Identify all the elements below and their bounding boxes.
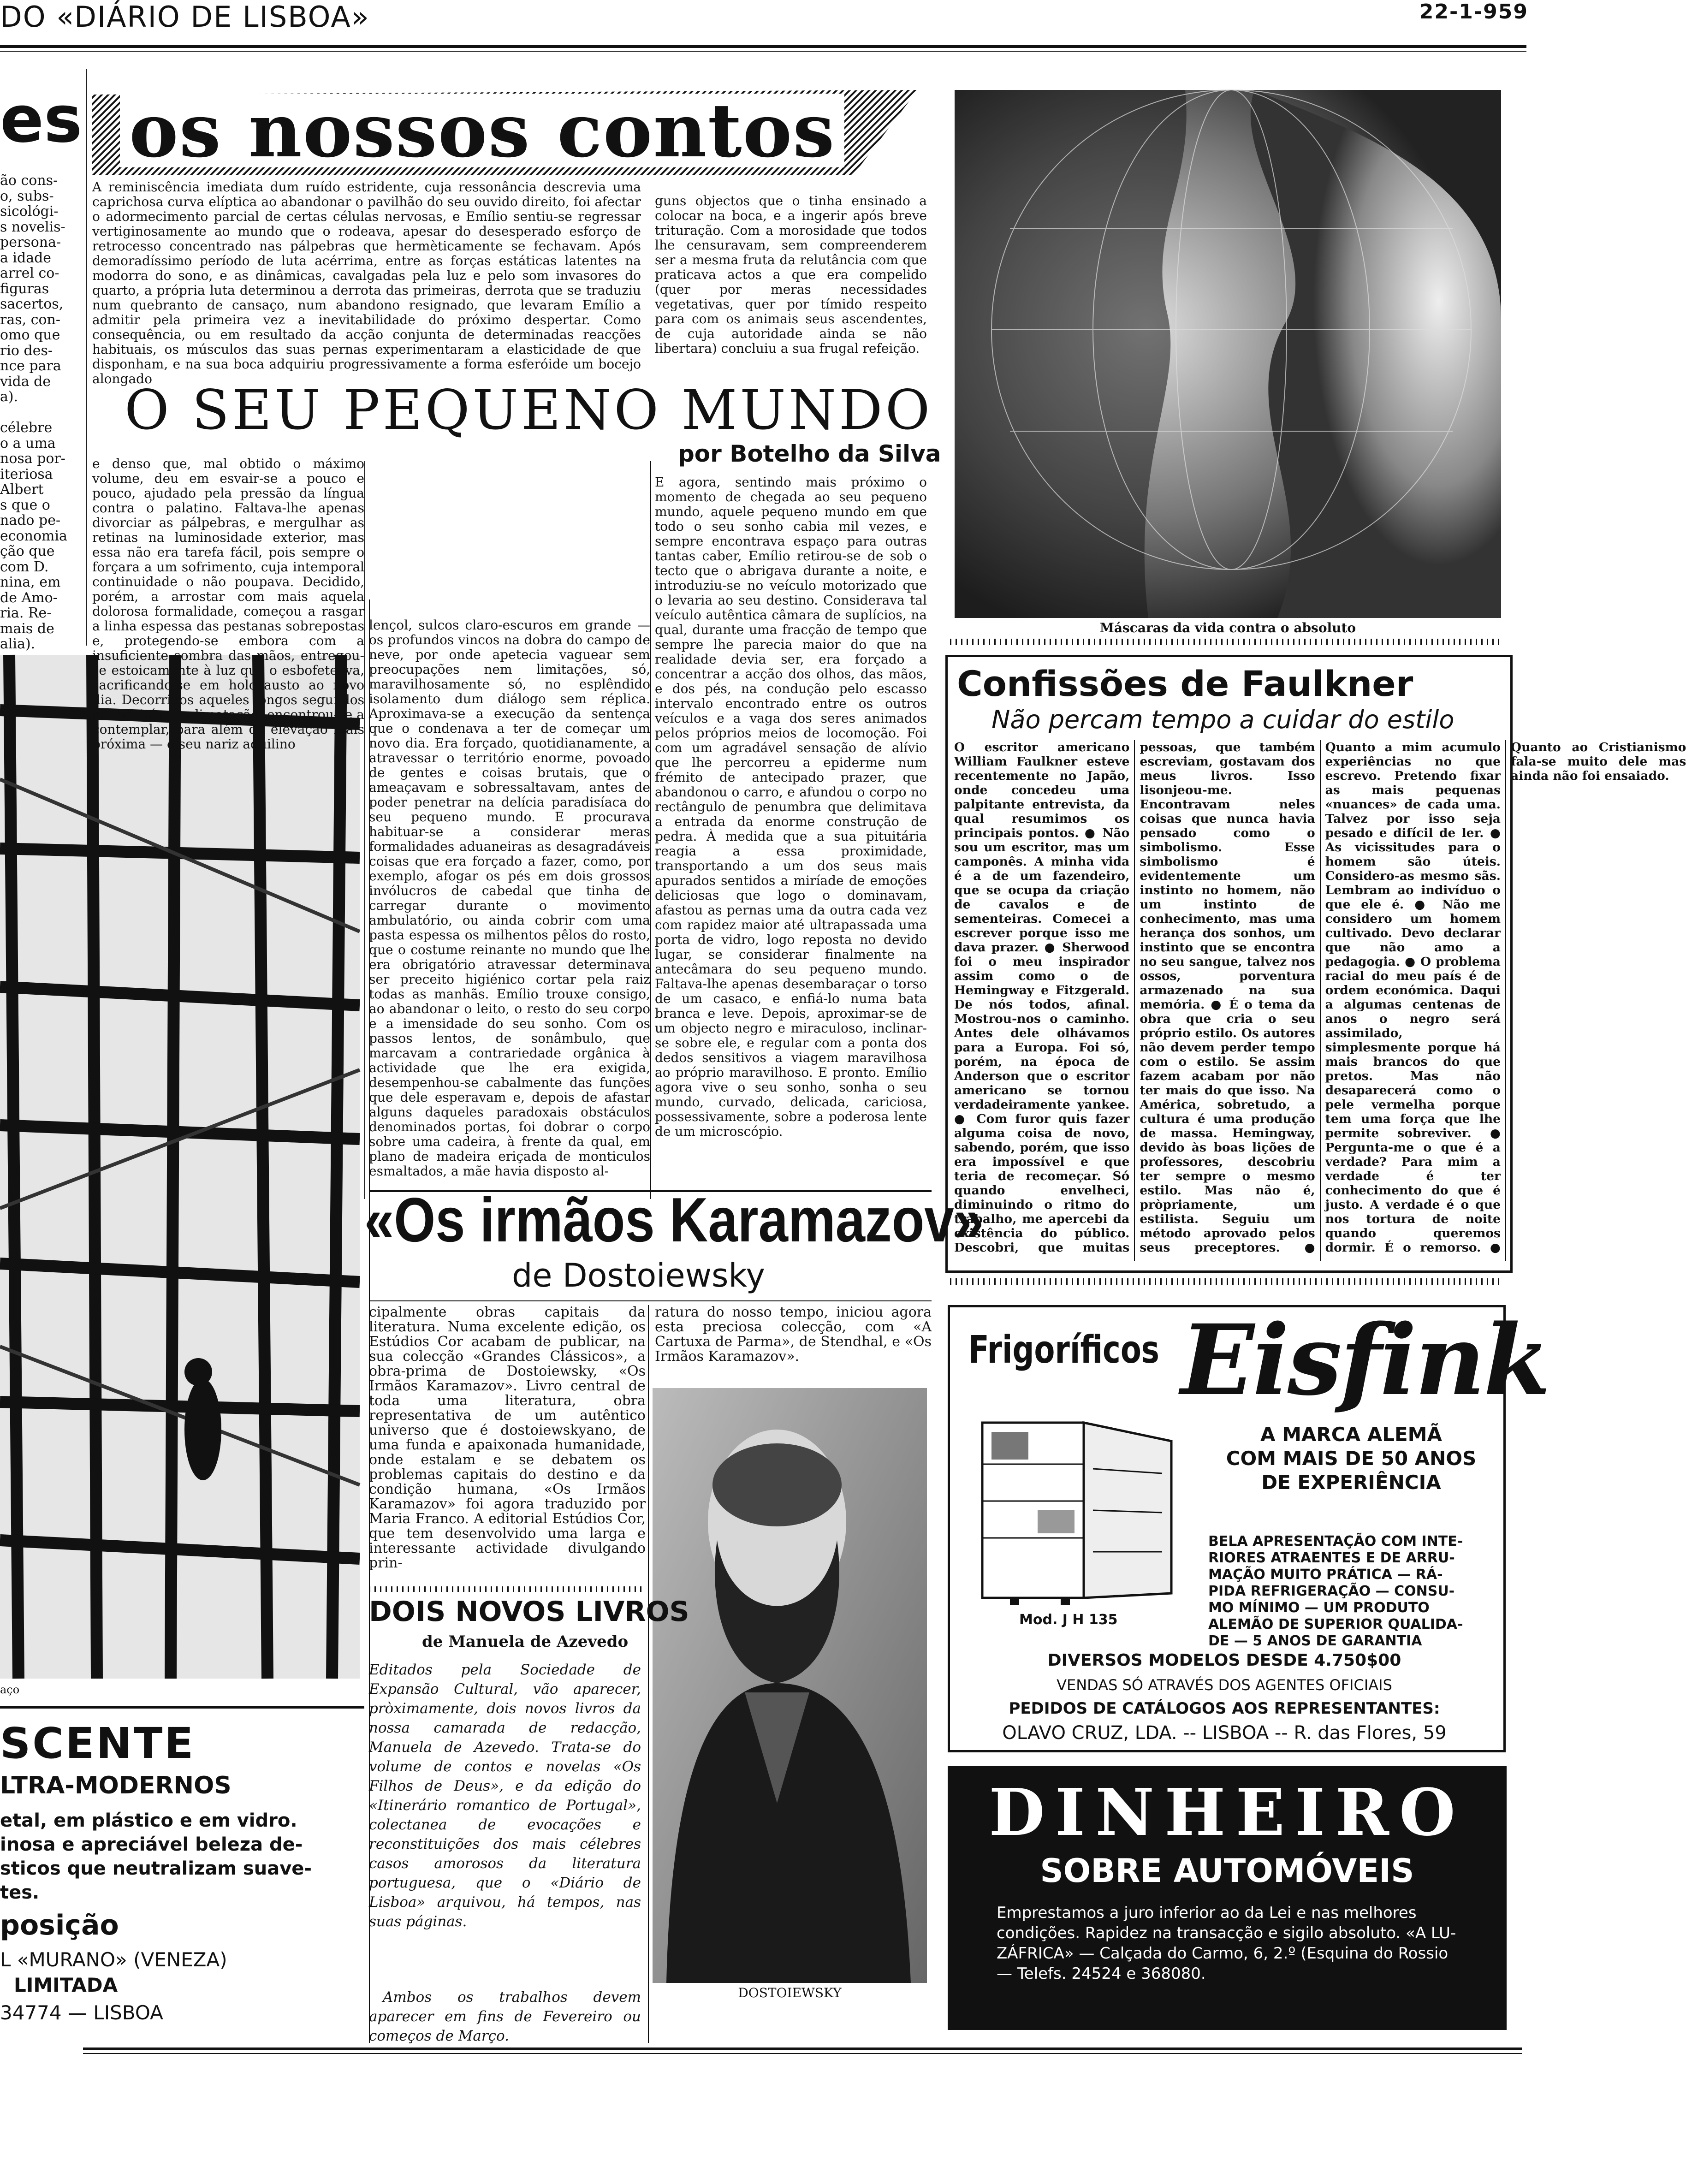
dostoievsky-photo <box>653 1388 927 1983</box>
karamazov-col1: cipalmente obras capitais da literatura. Numa excelente edição, os Estúdios Cor acabam de publicar, na sua colecção «Grandes Clássicos», a obra-prima de Dostoiewsky, «Os Irmãos Karamazov». Livro central de toda uma literatura, obra representativa de um autêntico universo que é dostoiewskyano, de uma funda e apaixonada humanidade, onde estalam e se debatem os problemas capitais do destino e da condição humana, «Os Irmãos Karamazov» foi agora traduzido por Maria Franco. A editorial Estúdios Cor, que tem desenvolvido uma larga e interessante actividade divulgando prin- <box>369 1304 646 1571</box>
eisfink-feature-line: ALEMÃO DE SUPERIOR QUALIDA- <box>1208 1616 1463 1632</box>
contos-col-b: lençol, sulcos claro-escuros em grande — os profundos vincos na dobra do campo de neve, por onde apetecia vaguear sem preocupações nem limitações, só, maravilhosamente só, no esplêndido isolamento dum diálogo sem réplica. Aproximava-se a execução da sentença que o condenava a ter de começar um novo dia. Era forçado, quotidianamente, a atravessar o território enorme, povoado de gentes e coisas brutais, que o ameaçavam e sobressaltavam, antes de poder penetrar na delícia paradisíaca do seu pequeno mundo. E procurava habituar-se a considerar meras formalidades aduaneiras as desagradáveis coisas que era forçado a fazer, como, por exemplo, afogar os pés em dois grossos invólucros de cabedal que tinha de carregar durante o movimento ambulatório, ou ainda cobrir com uma pasta espessa os milhentos pêlos do rosto, que o costume reinante no mundo que lhe era obrigatório atravessar determinava ser preceito higiénico cortar pela raiz todas as manhãs. Emílio trouxe consigo, ao abandonar o leito, o resto do seu corpo e a imensidade do seu sonho. Com os passos lentos, de sonâmbulo, que marcavam a contrariedade orgânica à actividade que lhe era exigida, desempenhou-se cabalmente das funções que dele esperavam e, depois de afastar alguns daqueles paradoxais obstáculos denominados portas, foi dobrar o corpo sobre uma cadeira, à frente da qual, em plano de madeira eriçada de monticulos esmaltados, a mãe havia disposto al- <box>369 617 650 1179</box>
dinheiro-subtitle: SOBRE AUTOMÓVEIS <box>1040 1852 1414 1890</box>
left-fragment-line: figuras <box>0 280 49 297</box>
contos-intro: A reminiscência imediata dum ruído estridente, cuja ressonância descrevia uma caprichosa curva elíptica ao abandonar o pavilhão do seu ouvido direito, foi afectar o adormecimento parcial de certas células nervosas, e Emílio sentiu-se regressar vertiginosamente ao mundo que o rodeava, apesar do desesperado esforço de retrocesso concentrado nas pálpebras que hermèticamente se fechavam. Após demoradíssimo período de luta acérrima, entre as forças estáticas latentes na modorra do sono, e as dinâmicas, cavalgadas pela luz e pelo som invasores do quarto, a própria luta determinou a derrota das primeiras, derrota que se traduziu num quebranto de cansaço, num abandono resignado, que levaram Emílio a admitir pela primeira vez a inevitabilidade do próximo despertar. Como consequência, ou em resultado da acção conjunta de determinadas reacções habituais, os músculos das suas pernas experimentaram a elasticidade de que disponham, e na sua boca adquiriu progressivamente a forma esferóide um bocejo alongado <box>92 179 641 386</box>
dinheiro-line: — Telefs. 24524 e 368080. <box>997 1964 1206 1983</box>
left-fragment-line: ção que <box>0 543 55 559</box>
left-fragment-line: s que o <box>0 497 50 513</box>
left-ad-murano: L «MURANO» (VENEZA) <box>0 1948 227 1971</box>
left-ad-subtitle: LTRA-MODERNOS <box>0 1772 232 1799</box>
left-fragment-line: de Amo- <box>0 589 58 606</box>
left-fragment-line: vida de <box>0 373 51 390</box>
left-fragment-line: economia <box>0 528 67 544</box>
dinheiro-line: ZÁFRICA» — Calçada do Carmo, 6, 2.º (Esquina do Rossio <box>997 1944 1449 1963</box>
masks-illustration <box>955 90 1501 618</box>
eisfink-headline-line: A MARCA ALEMÃ <box>1260 1423 1442 1446</box>
scaffold-photo <box>0 655 360 1679</box>
contos-banner-title: os nossos contos <box>120 94 844 167</box>
eisfink-features <box>1208 1533 1499 1650</box>
left-ad-top-rule <box>0 1706 364 1709</box>
fridge-illustration <box>978 1413 1199 1607</box>
contos-col-a: e denso que, mal obtido o máximo volume, deu em esvair-se a pouco e pouco, ajudado pela pressão da língua contra o palatino. Faltava-lhe apenas divorciar as pálpebras, e mergulhar as retinas na luminosidade exterior, mas essa não era tarefa fácil, pois sempre o forçara a um sofrimento, cuja intemporal continuidade o não poupava. Decidido, porém, a arrostar com mais aquela dolorosa formalidade, começou a rasgar a linha espessa das pestanas sobrepostas e, protegendo-se embora com a insuficiente sombra das mãos, entregou-se estoicamente à luz que o esbofeteava, sacrificando-se em holocausto ao novo dia. Decorridos aqueles longos segundos de inevitável aclimatação, encontrou-se a contemplar, para além da elevação mais próxima — o seu nariz aquilino <box>92 456 364 752</box>
eisfink-model: Mod. J H 135 <box>1019 1612 1118 1628</box>
footer-rule-thin <box>83 2053 1522 2054</box>
left-ad-body <box>0 1809 360 1905</box>
faulkner-title: Confissões de Faulkner <box>957 663 1413 704</box>
left-fragment-line: mais de <box>0 620 54 637</box>
eisfink-feature-line: MO MÍNIMO — UM PRODUTO <box>1208 1600 1430 1616</box>
contos-title: O SEU PEQUENO MUNDO <box>125 378 933 442</box>
contos-byline: por Botelho da Silva <box>678 440 941 467</box>
contos-banner <box>92 87 918 175</box>
eisfink-sales: VENDAS SÓ ATRAVÉS DOS AGENTES OFICIAIS <box>1057 1676 1392 1694</box>
left-ad-limitada: LIMITADA <box>14 1974 118 1996</box>
karamazov-col2: ratura do nosso tempo, iniciou agora esta preciosa colecção, com «A Cartuxa de Parma», de Stendhal, e «Os Irmãos Karamazov». <box>655 1304 932 1365</box>
masks-hatch-rule <box>950 639 1503 645</box>
masthead-rule-thin <box>0 51 1526 52</box>
footer-rule <box>83 2048 1522 2050</box>
left-fragment-line: alia). <box>0 636 36 652</box>
left-headline-fragment: es <box>0 82 83 157</box>
eisfink-feature-line: BELA APRESENTAÇÃO COM INTE- <box>1208 1533 1463 1549</box>
left-ad-title: SCENTE <box>0 1719 196 1768</box>
left-fragment-line: ão cons- <box>0 172 58 189</box>
faulkner-text: O escritor americano William Faulkner esteve recentemente no Japão, onde concedeu uma palpitante entrevista, da qual resumimos os principais pontos. ● Não sou um escritor, mas um camponês. A minha vida é a de um fazendeiro, que se ocupa da criação de cavalos e de sementeiras. Comecei a escrever porque isso me dava prazer. ● Sherwood foi o meu inspirador assim como o de Hemingway e Fitzgerald. De nós todos, afinal. Mostrou-nos o caminho. Antes dele olhávamos para a Europa. Foi só, porém, na época de Anderson que o escritor americano se tornou verdadeiramente yankee. ● Com furor quis fazer alguma coisa de novo, sabendo, porém, que isso era impossível e que teria de recomeçar. Só quando envelheci, diminuindo o ritmo do trabalho, me apercebi da existência do público. Descobri, que muitas pessoas, que também escreviam, gostavam dos meus livros. Isso lisonjeou-me. Encontravam neles coisas que nunca havia pensado como o simbolismo. Esse simbolismo é evidentemente um instinto no homem, não um instinto de conhecimento, mas uma herança dos sonhos, um instinto que se encontra no seu sangue, talvez nos ossos, porventura armazenado na sua memória. ● É o tema da obra que cria o seu próprio estilo. Os autores não devem perder tempo com o estilo. Se assim fazem acabam por não ter mais do que isso. Na América, sobretudo, a cultura é uma produção de massa. Hemingway, devido às boas lições de professores, descobriu ter sempre o mesmo estilo. Mas não é, pròpriamente, um estilista. Seguiu um método aprovado pelos seus preceptores. ● Quanto a mim acumulo experiências no que escrevo. Pretendo fixar as mais pequenas «nuances» de cada uma. Talvez por isso seja pesado e difícil de ler. ● As vicissitudes para o homem são úteis. Considero-as mesmo sãs. Lembram ao indivíduo o que ele é. ● Não me considero um homem cultivado. Devo declarar que não amo a pedagogia. ● O problema racial do meu país é de ordem económica. Daqui a algumas centenas de anos o negro será assimilado, simplesmente porque há mais brancos do que pretos. Mas não desaparecerá como o pele vermelha porque tem uma força que lhe permite sobreviver. ● Pergunta-me o que é a verdade? Para mim a verdade é ter conhecimento do que é justo. A verdade é o que nos tortura de noite quando queremos dormir. É o remorso. ● Quanto ao Cristianismo fala-se muito dele mas ainda não foi ensaiado. <box>954 740 1686 1255</box>
masthead-rule <box>0 45 1526 48</box>
left-fragment-line: célebre <box>0 420 53 436</box>
eisfink-frigorificos: Frigoríficos <box>968 1328 1159 1372</box>
contos-col-c: E agora, sentindo mais próximo o momento de chegada ao seu pequeno mundo, aquele pequeno mundo em que todo o seu sonho cabia mil vezes, e sempre encontrava espaço para outras tantas caber, Emílio retirou-se de sob o tecto que o abrigava durante a noite, e introduziu-se no veículo motorizado que o levaria ao seu destino. Considerava tal veículo autêntica câmara de suplícios, na qual, durante uma fracção de tempo que sempre lhe parecia maior do que na realidade devia ser, era forçado a concentrar a acção dos olhos, das mãos, e dos pés, na condução pelo escasso intervalo encontrado entre os outros veículos e a vaga dos seres animados pelos próprios meios de locomoção. Foi com um agradável sensação de alívio que lhe percorreu a epiderme num frémito de antecipado prazer, que abandonou o carro, e afundou o corpo no rectângulo de penumbra que delimitava a entrada da enorme construção de pedra. À medida que a sua pituitária reagia a essa proximidade, transportando a um dos seus mais apurados sentidos a miríade de emoções deliciosas que logo o dominavam, afastou as pernas uma da outra cada vez com rapidez maior até ultrapassada uma porta de vidro, logo reposta no devido lugar, se considerar finalmente na antecâmara do seu pequeno mundo. Faltava-lhe apenas desembaraçar o torso de um casaco, e enfiá-lo numa bata branca e leve. Depois, aproximar-se de um objecto negro e miraculoso, inclinar-se sobre ele, e regular com a ponta dos dedos sensitivos a viagem maravilhosa ao próprio maravilhoso. E pronto. Emílio agora vive o seu sonho, sonha o seu mundo, curvado, delicada, cariciosa, possessivamente, sobre a poderosa lente de um microscópio. <box>655 475 927 1139</box>
eisfink-headline-line: COM MAIS DE 50 ANOS <box>1226 1447 1477 1470</box>
left-fragment-line: omo que <box>0 327 60 343</box>
contos-intro-right: guns objectos que o tinha ensinado a colocar na boca, e a ingerir após breve trituração. Com a morosidade que todos lhe censuravam, sem compreenderem ser a mesma fruta da relutância com que praticava actos a que era compelido (quer por meras necessidades vegetativas, quer por tímido respeito para com os animais seus ascendentes, de cuja autoridade ainda se não libertara) concluiu a sua frugal refeição. <box>655 193 927 356</box>
left-fragment-line: sicológi- <box>0 203 59 220</box>
faulkner-hatch-rule <box>950 1278 1503 1285</box>
left-fragment-line: arrel co- <box>0 265 59 281</box>
masks-photo <box>955 90 1501 618</box>
left-fragment-line: nce para <box>0 358 61 374</box>
dinheiro-body <box>997 1903 1495 1984</box>
contos-col-rule-1 <box>364 461 365 1199</box>
left-fragment-line: a idade <box>0 249 52 266</box>
faulkner-subtitle: Não percam tempo a cuidar do estilo <box>991 705 1454 734</box>
eisfink-ad <box>948 1303 1549 1752</box>
eisfink-models-price: DIVERSOS MODELOS DESDE 4.750$00 <box>1047 1651 1401 1670</box>
left-ad-line: sticos que neutralizam suave- <box>0 1858 312 1879</box>
karamazov-col-rule <box>648 1305 649 2043</box>
karamazov-byline: de Dostoiewsky <box>512 1257 765 1294</box>
dinheiro-ad <box>948 1766 1507 2030</box>
left-fragment-line: ria. Re- <box>0 605 52 621</box>
masks-caption: Máscaras da vida contra o absoluto <box>1099 620 1356 635</box>
eisfink-feature-line: DE — 5 ANOS DE GARANTIA <box>1208 1633 1422 1649</box>
left-fragment-line: Albert <box>0 481 44 498</box>
left-fragment-line: nina, em <box>0 574 61 590</box>
dinheiro-line: Emprestamos a juro inferior ao da Lei e nas melhores <box>997 1904 1417 1922</box>
dostoievsky-caption: DOSTOIEWSKY <box>738 1985 842 2000</box>
left-fragment-line: rio des- <box>0 342 53 359</box>
livros-byline: de Manuela de Azevedo <box>422 1632 629 1651</box>
left-ad-line: inosa e apreciável beleza de- <box>0 1834 303 1855</box>
livros-title: DOIS NOVOS LIVROS <box>369 1596 689 1628</box>
left-fragment-line: o a uma <box>0 435 56 451</box>
scaffold-illustration <box>0 655 360 1679</box>
left-ad-phone: 34774 — LISBOA <box>0 2001 163 2024</box>
faulkner-box <box>945 655 1686 1273</box>
left-fragment-line: o, subs- <box>0 188 54 204</box>
left-fragment-line: a). <box>0 389 18 405</box>
left-text-fragment <box>0 173 83 652</box>
eisfink-representative: OLAVO CRUZ, LDA. -- LISBOA -- R. das Flores, 59 <box>1002 1722 1447 1744</box>
masthead-date: 22-1-959 <box>1419 0 1528 24</box>
left-ad-section: posição <box>0 1909 119 1941</box>
left-fragment-line: com D. <box>0 558 49 575</box>
scaffold-photo-caption: aço <box>0 1683 20 1696</box>
karamazov-rule <box>369 1300 932 1301</box>
left-fragment-line: nosa por- <box>0 451 65 467</box>
eisfink-catalog: PEDIDOS DE CATÁLOGOS AOS REPRESENTANTES: <box>1009 1699 1440 1718</box>
left-fragment-line: iteriosa <box>0 466 53 482</box>
eisfink-feature-line: RIORES ATRAENTES E DE ARRU- <box>1208 1550 1455 1566</box>
eisfink-brand-logo: Eisfink <box>1181 1303 1549 1417</box>
fridge-icon <box>978 1413 1199 1607</box>
left-fragment-line: nado pe- <box>0 512 61 528</box>
eisfink-headline-line: DE EXPERIÊNCIA <box>1261 1471 1441 1494</box>
left-column-rule <box>86 69 87 646</box>
eisfink-headline <box>1208 1423 1494 1495</box>
masthead-title: DO «DIÁRIO DE LISBOA» <box>0 0 370 34</box>
left-ad-line: etal, em plástico e em vidro. <box>0 1810 297 1831</box>
livros-text: Editados pela Sociedade de Expansão Cultural, vão aparecer, pròximamente, dois novos livros da nossa camarada de redacção, Manuela de Azevedo. Trata-se do volume de contos e novelas «Os Filhos de Deus», e da edição do «Itinerário romantico de Portugal», colectanea de evocações e reconstituições dos mais célebres casos amorosos da literatura portuguesa, que o «Diário de Lisboa» arquivou, há tempos, nas suas páginas. <box>369 1662 641 1930</box>
dinheiro-line: condições. Rapidez na transacção e sigilo absoluto. «A LU- <box>997 1924 1456 1942</box>
livros-hatch-rule <box>369 1586 646 1592</box>
dostoievsky-portrait <box>653 1388 927 1983</box>
eisfink-feature-line: PIDA REFRIGERAÇÃO — CONSU- <box>1208 1583 1455 1599</box>
left-fragment-line: persona- <box>0 234 61 250</box>
karamazov-title: «Os irmãos Karamazov» <box>364 1185 984 1255</box>
left-fragment-line: s novelis- <box>0 219 65 235</box>
left-ad-line: tes. <box>0 1882 40 1903</box>
left-fragment-line: sacertos, <box>0 296 64 312</box>
dinheiro-title: DINHEIRO <box>989 1775 1466 1851</box>
eisfink-feature-line: MAÇÃO MUITO PRÁTICA — RÁ- <box>1208 1567 1443 1583</box>
left-fragment-line: ras, con- <box>0 311 61 328</box>
left-fragment-line <box>0 405 83 421</box>
livros-text-2: Ambos os trabalhos devem aparecer em fins de Fevereiro ou começos de Março. <box>369 1989 641 2044</box>
contos-col-rule-2 <box>650 461 651 1199</box>
